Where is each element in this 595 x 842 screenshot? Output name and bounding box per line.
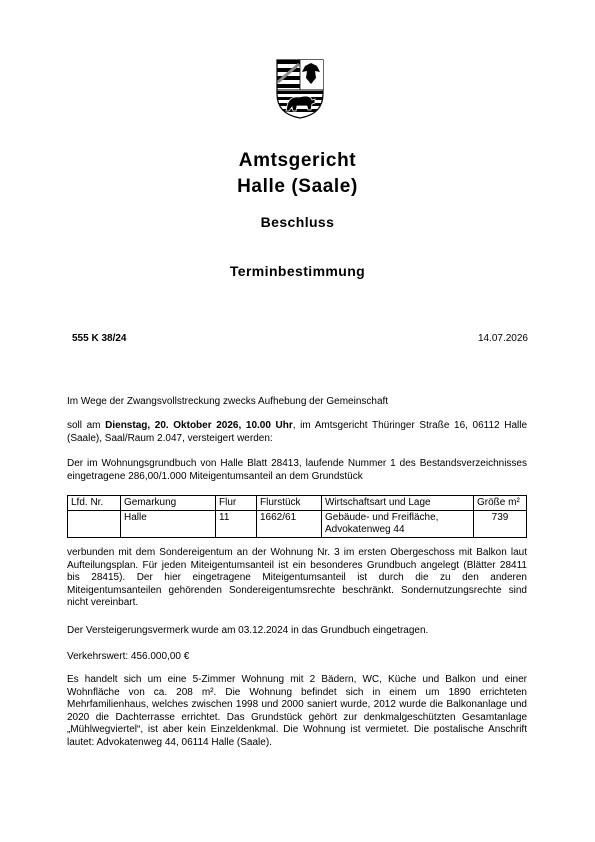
document-subject: Terminbestimmung — [229, 263, 366, 279]
table-cell: 739 — [474, 511, 527, 538]
property-paragraph: Der im Wohnungsgrundbuch von Halle Blatt 28413, laufende Nummer 1 des Bestandsverzeichnisses eingetragene 286,00/1.000 Miteigentumsanteil an dem Grundstück — [67, 458, 527, 482]
condominium-paragraph: verbunden mit dem Sondereigentum an der Wohnung Nr. 3 im ersten Obergeschoss mit Balkon laut Aufteilungsplan. Für jeden Miteigentumsanteil ist ein besonderes Grundbuch angelegt (Blätter 28411 bis 28415). Der hier eingetragene Miteigentumsanteil ist durch die zu den anderen Miteigentumsanteilen gehörenden Sondereigentumsrechte beschränkt. Sondernutzungsrechte sind nicht vereinbart. — [67, 547, 527, 609]
coat-of-arms-icon — [275, 58, 325, 120]
court-location: Halle (Saale) — [237, 176, 358, 197]
registration-paragraph: Der Versteigerungsvermerk wurde am 03.12.2024 in das Grundbuch eingetragen. — [67, 625, 429, 636]
document-date: 14.07.2026 — [477, 333, 528, 344]
table-cell: 11 — [216, 511, 257, 538]
auction-prefix: soll am — [67, 420, 106, 431]
column-header: Gemarkung — [121, 496, 216, 511]
auction-date-paragraph — [67, 420, 527, 445]
description-paragraph: Es handelt sich um eine 5-Zimmer Wohnung mit 2 Bädern, WC, Küche und Balkon und einer Wohnfläche von ca. 208 m². Die Wohnung befindet sich in einem um 1890 errichteten Mehrfamilienhaus, welches zwischen 1998 und 2000 saniert wurde, 2012 wurde die Balkonanlage und 2020 die Dachterrasse errichtet. Das Grundstück gehört zur denkmalgeschützten Gesamtanlage „Mühlwegviertel“, ist aber kein Einzeldenkmal. Die Wohnung ist vermietet. Die postalische Anschrift lautet: Advokatenweg 44, 06114 Halle (Saale). — [67, 674, 527, 748]
table-row — [68, 511, 527, 538]
table-cell — [68, 511, 121, 538]
land-register-table — [67, 495, 527, 538]
case-number: 555 K 38/24 — [72, 333, 127, 344]
table-cell: Gebäude- und Freifläche, Advokatenweg 44 — [322, 511, 474, 538]
column-header: Lfd. Nr. — [68, 496, 121, 511]
table-cell: 1662/61 — [257, 511, 322, 538]
auction-location: , im Amtsgericht Thüringer Straße 16, 06112 Halle (Saale), Saal/Raum 2.047, versteigert werden: — [67, 420, 528, 444]
column-header: Flur — [216, 496, 257, 511]
column-header: Flurstück — [257, 496, 322, 511]
column-header: Größe m² — [474, 496, 527, 511]
document-type: Beschluss — [260, 214, 335, 230]
table-cell: Halle — [121, 511, 216, 538]
intro-paragraph: Im Wege der Zwangsvollstreckung zwecks Aufhebung der Gemeinschaft — [67, 396, 389, 407]
market-value: Verkehrswert: 456.000,00 € — [67, 651, 190, 662]
table-header-row — [68, 496, 527, 511]
column-header: Wirtschaftsart und Lage — [322, 496, 474, 511]
auction-date: Dienstag, 20. Oktober 2026, 10.00 Uhr — [105, 420, 293, 431]
court-name: Amtsgericht — [238, 150, 357, 171]
